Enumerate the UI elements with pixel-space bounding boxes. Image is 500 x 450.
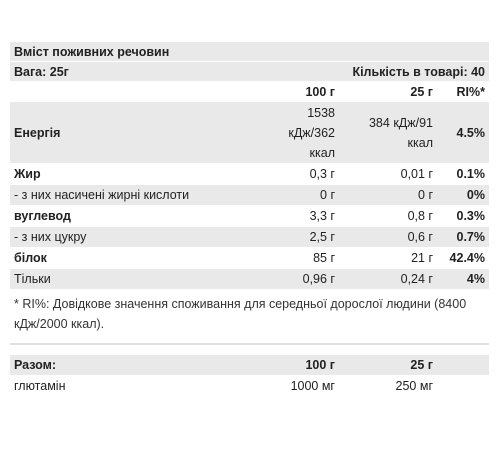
quantity-label: Кількість в товарі: 40 [352,64,485,79]
row-name: білок [14,251,47,265]
table-row [10,376,489,397]
column-header-ri: RI%* [456,84,485,99]
row-name: - з них насичені жирні кислоти [14,188,190,202]
row-per100: 3,3 г [309,209,335,223]
table-row [10,248,489,269]
row-ri: 0.1% [456,167,485,181]
weight-row [10,62,489,82]
table-row [10,269,489,290]
row-per100: 0 г [320,188,335,202]
row-ri: 4% [466,272,485,286]
row-per25: 0 г [418,188,433,202]
row-per100: 85 г [313,251,335,265]
row-per25: 0,6 г [407,230,433,244]
row-per25: 0,01 г [400,167,433,181]
extra-header-25g: 25 г [410,358,433,372]
extra-item-per25: 250 мг [395,379,433,393]
row-per25: 21 г [411,251,433,265]
energy-per100-line2: кДж/362 [288,125,335,140]
energy-per25 [335,113,433,153]
row-ri: 42.4% [449,251,485,265]
row-name: вуглевод [14,209,71,223]
energy-per100 [247,103,335,163]
energy-per25-line2: ккал [407,135,433,150]
nutrition-title: Вміст поживних речовин [14,44,170,59]
energy-row [10,102,489,164]
extra-item-name: глютамін [14,379,66,393]
row-ri: 0% [466,188,485,202]
table-row [10,227,489,248]
column-header-row [10,82,489,102]
weight-label: Вага: 25г [14,64,69,79]
row-per25: 0,8 г [407,209,433,223]
row-per25: 0,24 г [400,272,433,286]
energy-name: Енергія [14,125,61,140]
nutrition-title-row [10,42,489,62]
extra-header-label: Разом: [14,358,57,372]
row-per100: 2,5 г [309,230,335,244]
row-per100: 0,3 г [309,167,335,181]
energy-ri: 4.5% [456,125,485,140]
row-per100: 0,96 г [302,272,335,286]
extra-item-per100: 1000 мг [290,379,335,393]
column-header-25g: 25 г [410,84,433,99]
extra-header-row [10,355,489,376]
row-name: Жир [14,167,41,181]
row-name: Тільки [14,272,51,286]
extra-header-100g: 100 г [305,358,335,372]
section-gap [10,345,489,355]
row-ri: 0.7% [456,230,485,244]
row-name: - з них цукру [14,230,87,244]
energy-per100-line1: 1538 [307,105,335,120]
table-row [10,164,489,185]
table-row [10,185,489,206]
nutrition-panel [10,42,489,397]
table-row [10,206,489,227]
column-header-100g: 100 г [305,84,335,99]
energy-per100-line3: ккал [309,145,335,160]
energy-per25-line1: 384 кДж/91 [368,115,433,130]
row-ri: 0.3% [456,209,485,223]
ri-footnote: * RI%: Довідкове значення споживання для середньої дорослої людини (8400 кДж/2000 ккал). [14,297,467,331]
